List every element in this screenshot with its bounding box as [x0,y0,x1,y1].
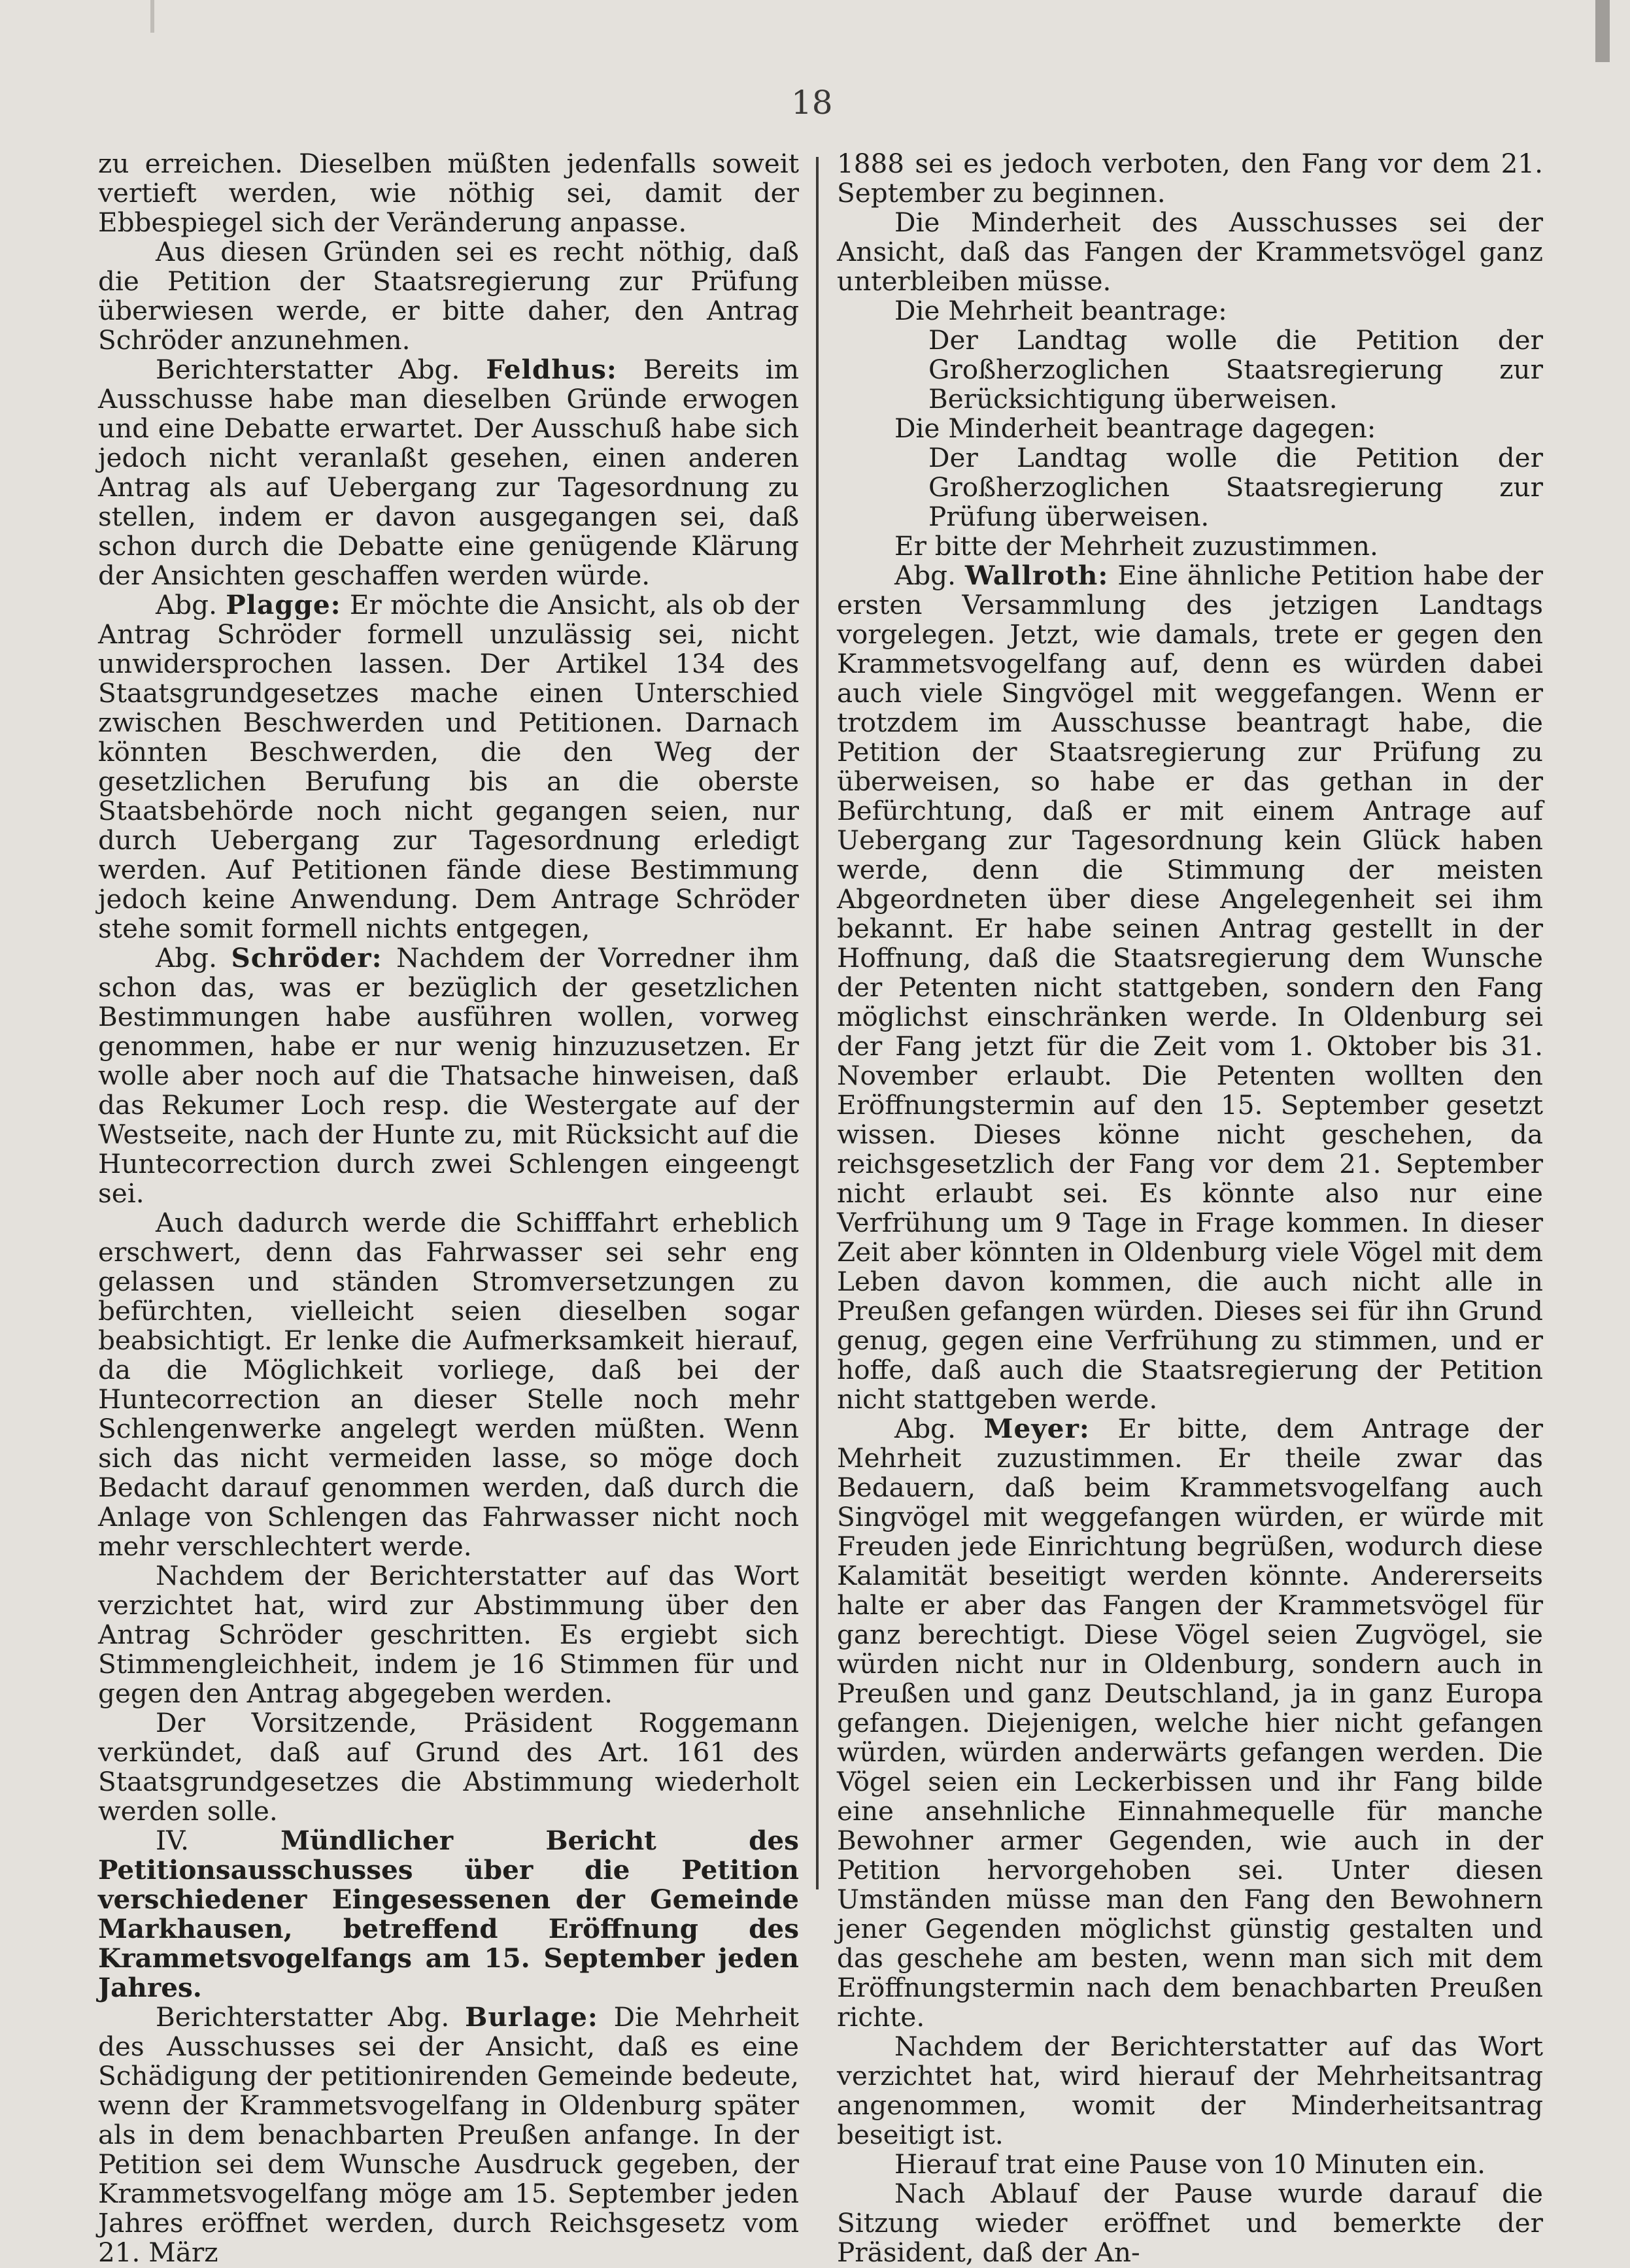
paragraph: Hierauf trat eine Pause von 10 Minuten ein. [894,2148,1486,2180]
paragraph: Er bitte der Mehrheit zuzustimmen. [894,530,1378,562]
paragraph: Abg. Plagge: Er möchte die Ansicht, als ob der Antrag Schröder formell unzulässig sei, nicht unwidersprochen lassen. Der Artikel 134 des Staatsgrundgesetzes mache einen Unterschied zwischen Beschwerden und Petitionen. Darnach könnten Beschwerden, die den Weg der gesetzlichen Berufung bis an die oberste Staatsbehörde noch nicht gegangen seien, nur durch Uebergang zur Tagesordnung erledigt werden. Auf Petitionen fände diese Bestimmung jedoch keine Anwendung. Dem Antrage Schröder stehe somit formell nichts entgegen, [98,589,799,944]
speaker-name: Feldhus: [486,354,617,385]
right-column [837,149,1543,2267]
paragraph: zu erreichen. Dieselben müßten jedenfalls soweit vertieft werden, wie nöthig sei, damit der Ebbespiegel sich der Veränderung anpasse. [98,148,799,238]
speaker-name: Meyer: [983,1413,1090,1444]
page-number: 18 [791,84,833,122]
paragraph: Nachdem der Berichterstatter auf das Wort verzichtet hat, wird hierauf der Mehrheitsantrag angenommen, womit der Minderheitsantrag beseitigt ist. [837,2031,1543,2150]
paragraph: Aus diesen Gründen sei es recht nöthig, daß die Petition der Staatsregierung zur Prüfung überwiesen werde, er bitte daher, den Antrag Schröder anzunehmen. [98,236,799,356]
scan-mark [1595,0,1610,62]
section-number: IV. [156,1825,190,1856]
left-column [98,149,799,2267]
paragraph: Berichterstatter Abg. Burlage: Die Mehrheit des Ausschusses sei der Ansicht, daß es eine Schädigung der petitionirenden Gemeinde bedeute, wenn der Krammetsvogelfang in Oldenburg später als in dem benachbarten Preußen anfange. In der Petition sei dem Wunsche Ausdruck gegeben, der Krammetsvogelfang möge am 15. September jeden Jahres eröffnet werden, durch Reichsgesetz vom 21. März [98,2001,800,2268]
paragraph: Berichterstatter Abg. Feldhus: Bereits im Ausschusse habe man dieselben Gründe erwogen und eine Debatte erwartet. Der Ausschuß habe sich jedoch nicht veranlaßt gesehen, einen anderen Antrag als auf Uebergang zur Tagesordnung zu stellen, indem er davon ausgegangen sei, daß schon durch die Debatte eine genügende Klärung der Ansichten geschaffen werden würde. [98,354,799,591]
paragraph: Die Mehrheit beantrage: [894,295,1227,326]
paragraph: Der Vorsitzende, Präsident Roggemann verkündet, daß auf Grund des Art. 161 des Staatsgrundgesetzes die Abstimmung wiederholt werden solle. [98,1707,799,1827]
speaker-name: Wallroth: [964,560,1109,591]
paragraph: Die Minderheit des Ausschusses sei der Ansicht, daß das Fangen der Krammetsvögel ganz unterbleiben müsse. [837,207,1543,297]
motion-text: Der Landtag wolle die Petition der Großherzoglichen Staatsregierung zur Berücksichtigung überweisen. [928,324,1543,415]
scan-mark [150,0,154,33]
paragraph: Nachdem der Berichterstatter auf das Wort verzichtet hat, wird zur Abstimmung über den Antrag Schröder geschritten. Es ergiebt sich Stimmengleichheit, indem je 16 Stimmen für und gegen den Antrag abgegeben werden. [98,1560,799,1709]
paragraph: Nach Ablauf der Pause wurde darauf die Sitzung wieder eröffnet und bemerkte der Präsident, daß der An- [837,2178,1543,2268]
speaker-name: Schröder: [231,942,382,973]
section-heading [98,1826,799,2003]
paragraph: Abg. Schröder: Nachdem der Vorredner ihm schon das, was er bezüglich der gesetzlichen Bestimmungen habe ausführen wollen, vorweg genommen, habe er nur wenig hinzuzusetzen. Er wolle aber noch auf die Thatsache hinweisen, daß das Rekumer Loch resp. die Westergate auf der Westseite, nach der Hunte zu, mit Rücksicht auf die Huntecorrection durch zwei Schlengen eingeengt sei. [98,942,799,1209]
speaker-name: Plagge: [226,589,341,620]
paragraph: Abg. Wallroth: Eine ähnliche Petition habe der ersten Versammlung des jetzigen Landtags vorgelegen. Jetzt, wie damals, trete er gegen den Krammetsvogelfang auf, denn es würden dabei auch viele Singvögel mit weggefangen. Wenn er trotzdem im Ausschusse beantragt habe, die Petition der Staatsregierung zur Prüfung zu überweisen, so habe er das gethan in der Befürchtung, daß er mit einem Antrage auf Uebergang zur Tagesordnung kein Glück haben werde, denn die Stimmung der meisten Abgeordneten über diese Angelegenheit sei ihm bekannt. Er habe seinen Antrag gestellt in der Hoffnung, daß die Staatsregierung dem Wunsche der Petenten nicht stattgeben, sondern den Fang möglichst einschränken werde. In Oldenburg sei der Fang jetzt für die Zeit vom 1. Oktober bis 31. November erlaubt. Die Petenten wollten den Eröffnungstermin auf den 15. September gesetzt wissen. Dieses könne nicht geschehen, da reichsgesetzlich der Fang vor dem 21. September nicht erlaubt sei. Es könnte also nur eine Verfrühung um 9 Tage in Frage kommen. In dieser Zeit aber könnten in Oldenburg viele Vögel mit dem Leben davon kommen, die auch nicht alle in Preußen gefangen würden. Dieses sei für ihn Grund genug, gegen eine Verfrühung zu stimmen, und er hoffe, daß auch die Staatsregierung der Petition nicht stattgeben werde. [837,560,1544,1415]
speaker-name: Burlage: [465,2001,598,2033]
paragraph: Die Minderheit beantrage dagegen: [894,413,1376,444]
section-title: Mündlicher Bericht des Petitionsausschusses über die Petition verschiedener Eingesessenen der Gemeinde Markhausen, betreffend Eröffnung des Krammetsvogelfangs am 15. September jeden Jahres. [98,1825,799,2003]
paragraph: Auch dadurch werde die Schifffahrt erheblich erschwert, denn das Fahrwasser sei sehr eng gelassen und ständen Stromversetzungen zu befürchten, vielleicht seien dieselben sogar beabsichtigt. Er lenke die Aufmerksamkeit hierauf, da die Möglichkeit vorliege, daß bei der Huntecorrection an dieser Stelle noch mehr Schlengenwerke angelegt werden müßten. Wenn sich das nicht vermeiden lasse, so möge doch Bedacht darauf genommen werden, daß durch die Anlage von Schlengen das Fahrwasser nicht noch mehr verschlechtert werde. [98,1207,799,1562]
paragraph: Abg. Meyer: Er bitte, dem Antrage der Mehrheit zuzustimmen. Er theile zwar das Bedauern, daß beim Krammetsvogelfang auch Singvögel mit weggefangen würden, er würde mit Freuden jede Einrichtung begrüßen, wodurch diese Kalamität beseitigt werden könnte. Andererseits halte er aber das Fangen der Krammetsvögel für ganz berechtigt. Diese Vögel seien Zugvögel, sie würden nicht nur in Oldenburg, sondern auch in Preußen und ganz Deutschland, ja in ganz Europa gefangen. Diejenigen, welche hier nicht gefangen würden, würden anderwärts gefangen werden. Die Vögel seien ein Leckerbissen und ihr Fang bilde eine ansehnliche Einnahmequelle für manche Bewohner armer Gegenden, wie auch in der Petition hervorgehoben sei. Unter diesen Umständen müsse man den Fang den Bewohnern jener Gegenden möglichst günstig gestalten und das geschehe am besten, wenn man sich mit dem Eröffnungstermin nach dem benachbarten Preußen richte. [837,1413,1544,2033]
paragraph: 1888 sei es jedoch verboten, den Fang vor dem 21. September zu beginnen. [837,148,1543,209]
column-divider [816,157,819,1889]
motion-text: Der Landtag wolle die Petition der Großherzoglichen Staatsregierung zur Prüfung überweisen. [928,442,1543,532]
